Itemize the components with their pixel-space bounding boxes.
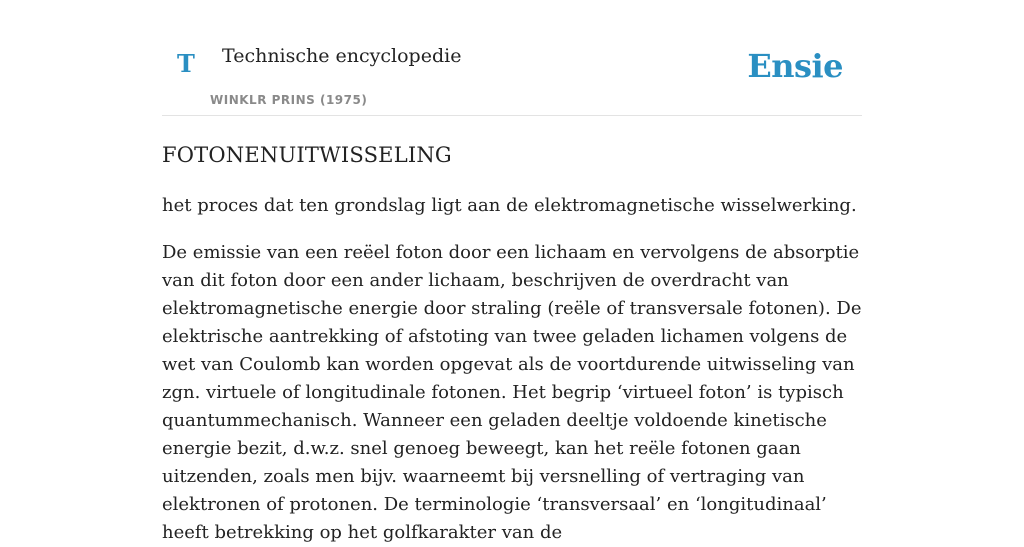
header bbox=[162, 0, 862, 116]
brand-logo-link[interactable]: Ensie bbox=[747, 47, 843, 85]
encyclopedia-logo-icon[interactable]: T bbox=[177, 49, 195, 78]
entry-title: FOTONENUITWISSELING bbox=[162, 143, 452, 167]
source-label: WINKLR PRINS (1975) bbox=[210, 93, 368, 107]
article bbox=[162, 140, 862, 547]
entry-definition: het proces dat ten grondslag ligt aan de elektromagnetische wisselwerking. bbox=[162, 195, 857, 216]
entry-body: De emissie van een reëel foton door een lichaam en vervolgens de absorptie van dit foton door een ander lichaam, beschrijven de overdracht van elektromagnetische energie door straling (reële of transversale fotonen). De elektrische aantrekking of afstoting van twee geladen lichamen volgens de wet van Coulomb kan worden opgevat als de voortdurende uitwisseling van zgn. virtuele of longitudinale fotonen. Het begrip ‘virtueel foton’ is typisch quantummechanisch. Wanneer een geladen deeltje voldoende kinetische energie bezit, d.w.z. snel genoeg beweegt, kan het reële fotonen gaan uitzenden, zoals men bijv. waarneemt bij versnelling of vertraging van elektronen of protonen. De terminologie ‘transversaal’ en ‘longitudinaal’ heeft betrekking op het golfkarakter van de bbox=[162, 242, 862, 543]
encyclopedia-title[interactable]: Technische encyclopedie bbox=[222, 45, 462, 67]
